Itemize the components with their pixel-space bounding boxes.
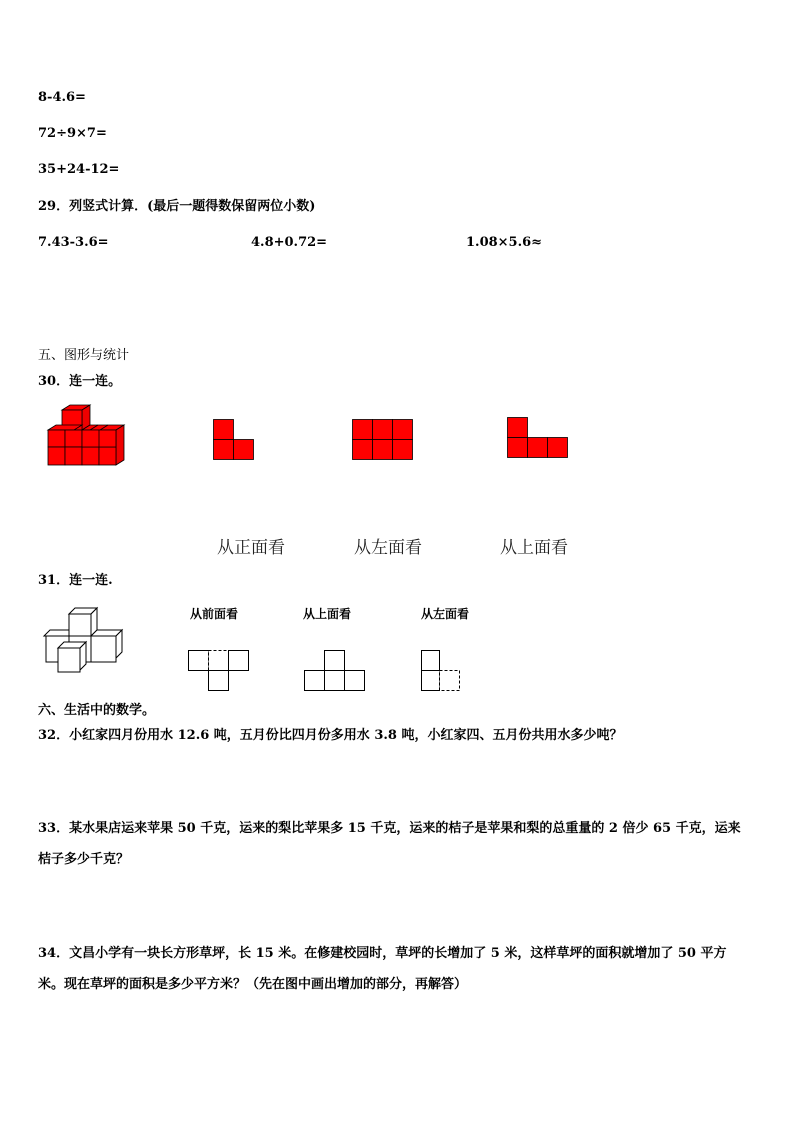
q30-view-l-shape xyxy=(213,419,255,461)
q29-title: 29．列竖式计算．(最后一题得数保留两位小数) xyxy=(38,199,316,214)
q30-view-long-l-shape xyxy=(507,417,569,459)
q31-label-left: 从左面看 xyxy=(421,607,470,621)
q31-title: 31．连一连. xyxy=(38,573,113,588)
q31-view-inverted-t xyxy=(304,650,366,692)
q31-3d-block-figure xyxy=(44,606,126,676)
q33-line-2: 桔子多少千克？ xyxy=(38,852,130,867)
calc-item-3: 35+24-12= xyxy=(38,162,120,177)
q31-view-t-shape xyxy=(188,650,250,692)
q33-line-1: 33．某水果店运来苹果 50 千克，运来的梨比苹果多 15 千克，运来的桔子是苹果和梨的总重量的 2 倍少 65 千克，运来 xyxy=(38,821,741,836)
calc-item-1: 8-4.6= xyxy=(38,90,86,105)
q30-label-front: 从正面看 xyxy=(217,538,285,558)
q30-label-left: 从左面看 xyxy=(354,538,422,558)
q30-label-top: 从上面看 xyxy=(500,538,568,558)
calc-item-2: 72÷9×7= xyxy=(38,126,107,141)
q29-item-1: 7.43-3.6= xyxy=(38,235,109,250)
q29-item-2: 4.8+0.72= xyxy=(251,235,328,250)
q30-view-rectangle-2x3 xyxy=(352,419,414,461)
section-5-heading: 五、图形与统计 xyxy=(38,348,130,363)
q30-3d-cube-figure xyxy=(40,405,130,470)
q31-view-l-dashed xyxy=(421,650,463,692)
q34-line-1: 34．文昌小学有一块长方形草坪，长 15 米。在修建校园时，草坪的长增加了 5 米，这样草坪的面积就增加了 50 平方 xyxy=(38,946,727,961)
q32-text: 32．小红家四月份用水 12.6 吨，五月份比四月份多用水 3.8 吨，小红家四、五月份共用水多少吨？ xyxy=(38,728,623,743)
q31-label-front: 从前面看 xyxy=(190,607,239,621)
q29-item-3: 1.08×5.6≈ xyxy=(466,235,543,250)
section-6-heading: 六、生活中的数学。 xyxy=(38,703,156,718)
q30-title: 30．连一连。 xyxy=(38,374,122,389)
q34-line-2: 米。现在草坪的面积是多少平方米？（先在图中画出增加的部分，再解答） xyxy=(38,977,468,992)
q31-label-top: 从上面看 xyxy=(303,607,352,621)
